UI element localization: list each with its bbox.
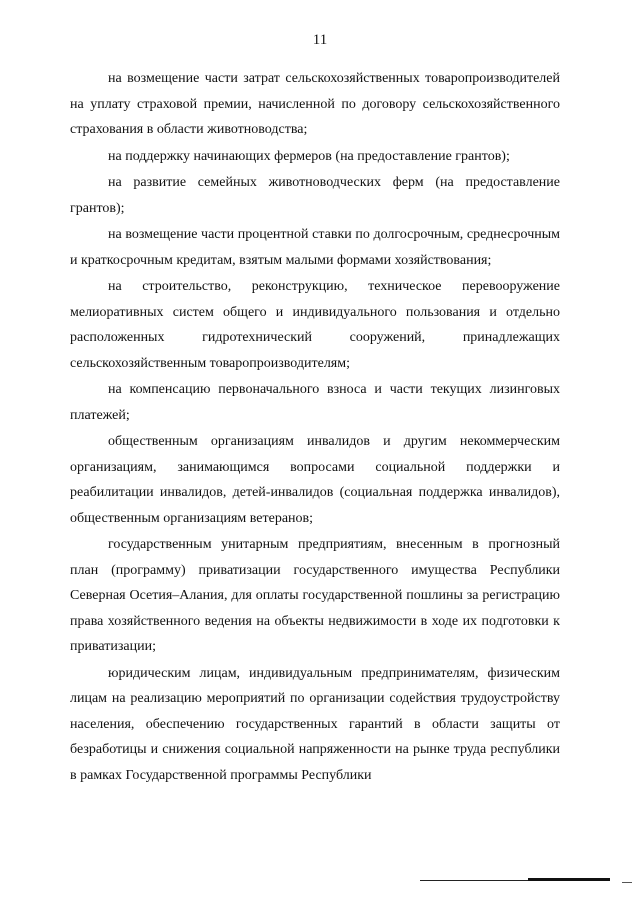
paragraph-beginning-farmers: на поддержку начинающих фермеров (на предоставление грантов); bbox=[108, 148, 510, 164]
paragraph-insurance-premium: на возмещение части затрат сельскохозяйственных товаропроизводителей на уплату страховой премии, начисленной по договору сельскохозяйственного страхования в области животноводства; bbox=[70, 71, 560, 137]
paragraph-family-farms: на развитие семейных животноводческих ферм (на предоставление грантов); bbox=[70, 175, 560, 216]
paragraph-interest-rate: на возмещение части процентной ставки по долгосрочным, среднесрочным и краткосрочным кредитам, взятым малыми формами хозяйствования; bbox=[70, 227, 560, 268]
paragraph-disabled-organizations: общественным организациям инвалидов и другим некоммерческим организациям, занимающимся вопросами социальной поддержки и реабилитации инвалидов, детей-инвалидов (социальная поддержка инвалидов), общественным организациям ветеранов; bbox=[70, 434, 560, 526]
paragraph-melioration: на строительство, реконструкцию, техническое перевооружение мелиоративных систем общего и индивидуального пользования и отдельно расположенных гидротехнический сооружений, принадлежащих сельскохозяйственным товаропроизводителям; bbox=[70, 279, 560, 371]
footer-dash bbox=[622, 882, 632, 883]
page-number: 11 bbox=[312, 32, 328, 48]
paragraph-leasing: на компенсацию первоначального взноса и части текущих лизинговых платежей; bbox=[70, 382, 560, 423]
paragraph-unitary-enterprises: государственным унитарным предприятиям, внесенным в прогнозный план (программу) приватизации государственного имущества Республики Северная Осетия–Алания, для оплаты государственной пошлины за регистрацию права хозяйственного ведения на объекты недвижимости в ходе их подготовки к приватизации; bbox=[70, 537, 560, 654]
paragraph-employment: юридическим лицам, индивидуальным предпринимателям, физическим лицам на реализацию мероприятий по организации содействия трудоустройству населения, обеспечению государственных гарантий в области защиты от безработицы и снижения социальной напряженности на рынке труда республики в рамках Государственной программы Республики bbox=[70, 665, 560, 783]
footer-rule-thick bbox=[528, 878, 610, 881]
document-body bbox=[70, 66, 560, 788]
